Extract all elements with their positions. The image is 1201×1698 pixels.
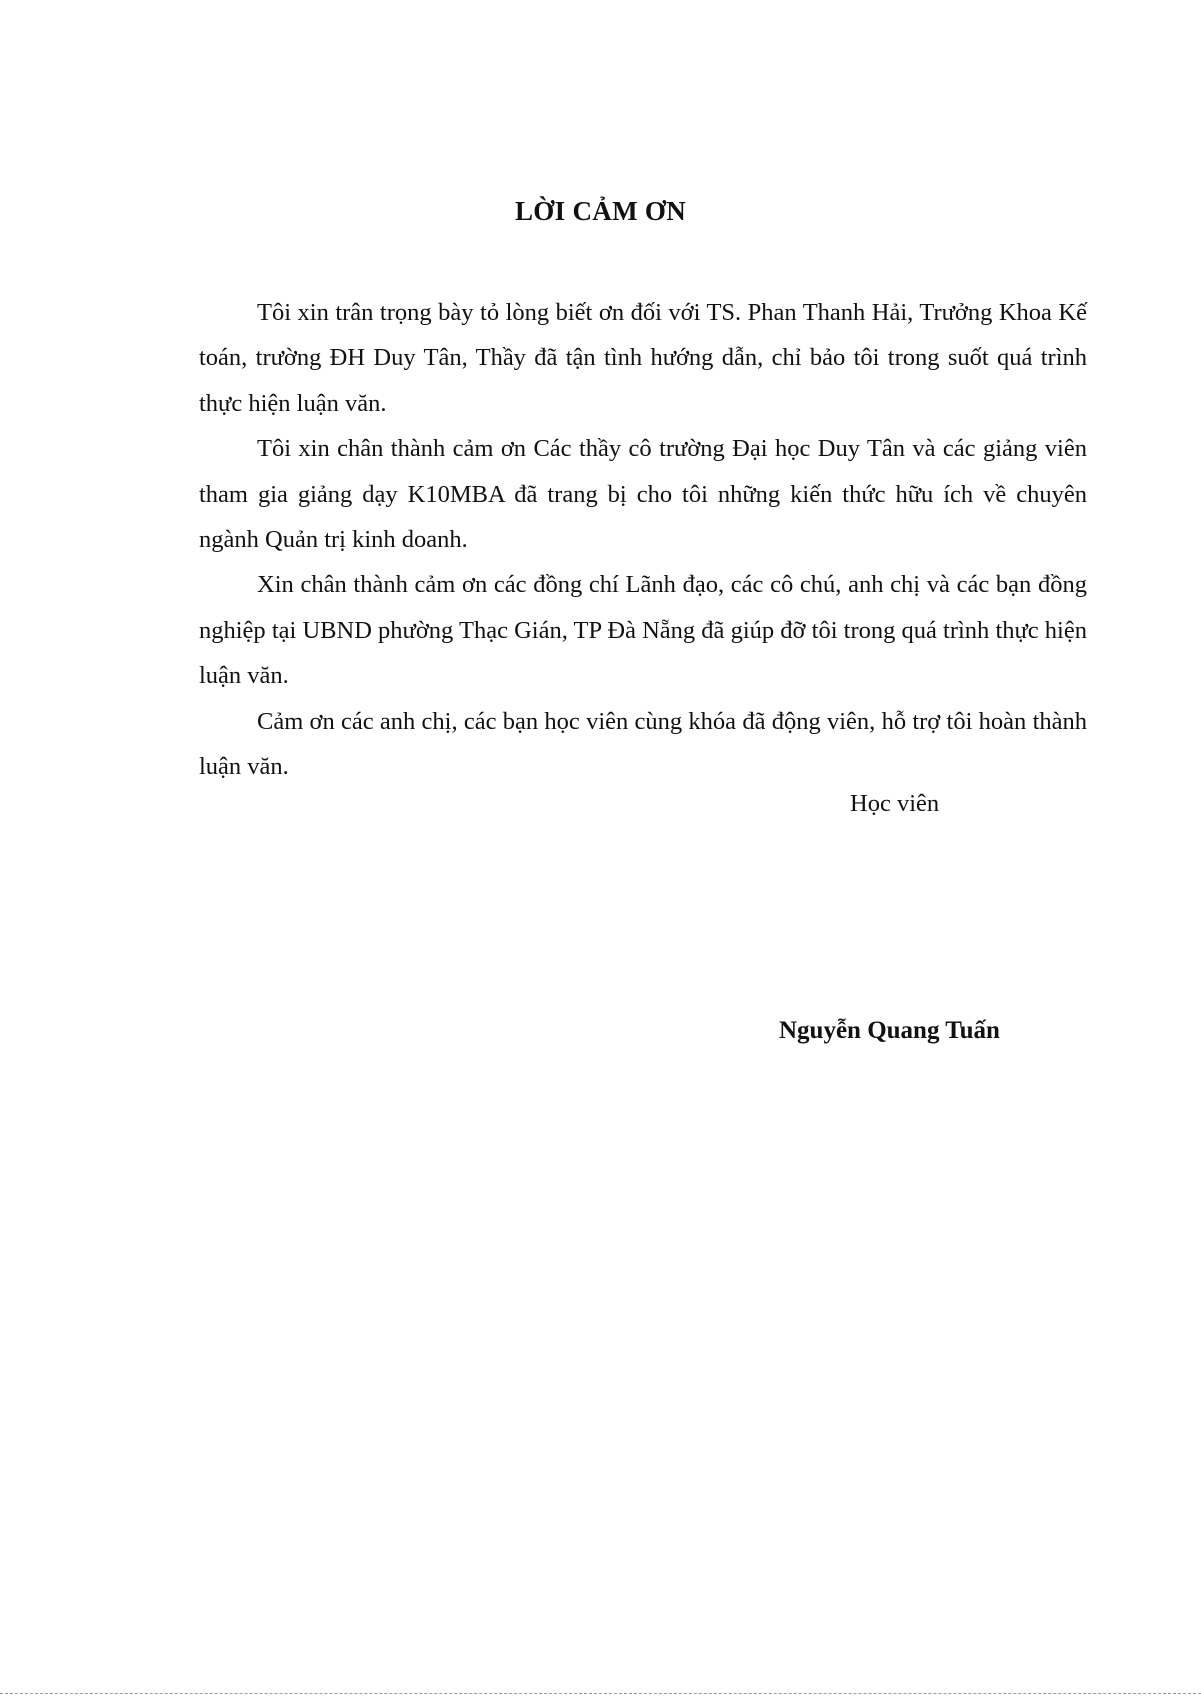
page-bottom-divider — [0, 1693, 1201, 1694]
paragraph-4: Cảm ơn các anh chị, các bạn học viên cùng khóa đã động viên, hỗ trợ tôi hoàn thành luận văn. — [199, 707, 1087, 781]
paragraph-3: Xin chân thành cảm ơn các đồng chí Lãnh đạo, các cô chú, anh chị và các bạn đồng nghiệp tại UBND phường Thạc Gián, TP Đà Nẵng đã giúp đỡ tôi trong quá trình thực hiện luận văn. — [199, 571, 1087, 690]
acknowledgement-body — [199, 290, 1087, 789]
signer-name: Nguyễn Quang Tuấn — [779, 1017, 1000, 1044]
paragraph-2: Tôi xin chân thành cảm ơn Các thầy cô trường Đại học Duy Tân và các giảng viên tham gia giảng dạy K10MBA đã trang bị cho tôi những kiến thức hữu ích về chuyên ngành Quản trị kinh doanh. — [199, 435, 1087, 554]
page-title: LỜI CẢM ƠN — [515, 196, 686, 226]
paragraph-1: Tôi xin trân trọng bày tỏ lòng biết ơn đối với TS. Phan Thanh Hải, Trưởng Khoa Kế toán, trường ĐH Duy Tân, Thầy đã tận tình hướng dẫn, chỉ bảo tôi trong suốt quá trình thực hiện luận văn. — [199, 299, 1087, 417]
signer-role: Học viên — [850, 790, 940, 817]
